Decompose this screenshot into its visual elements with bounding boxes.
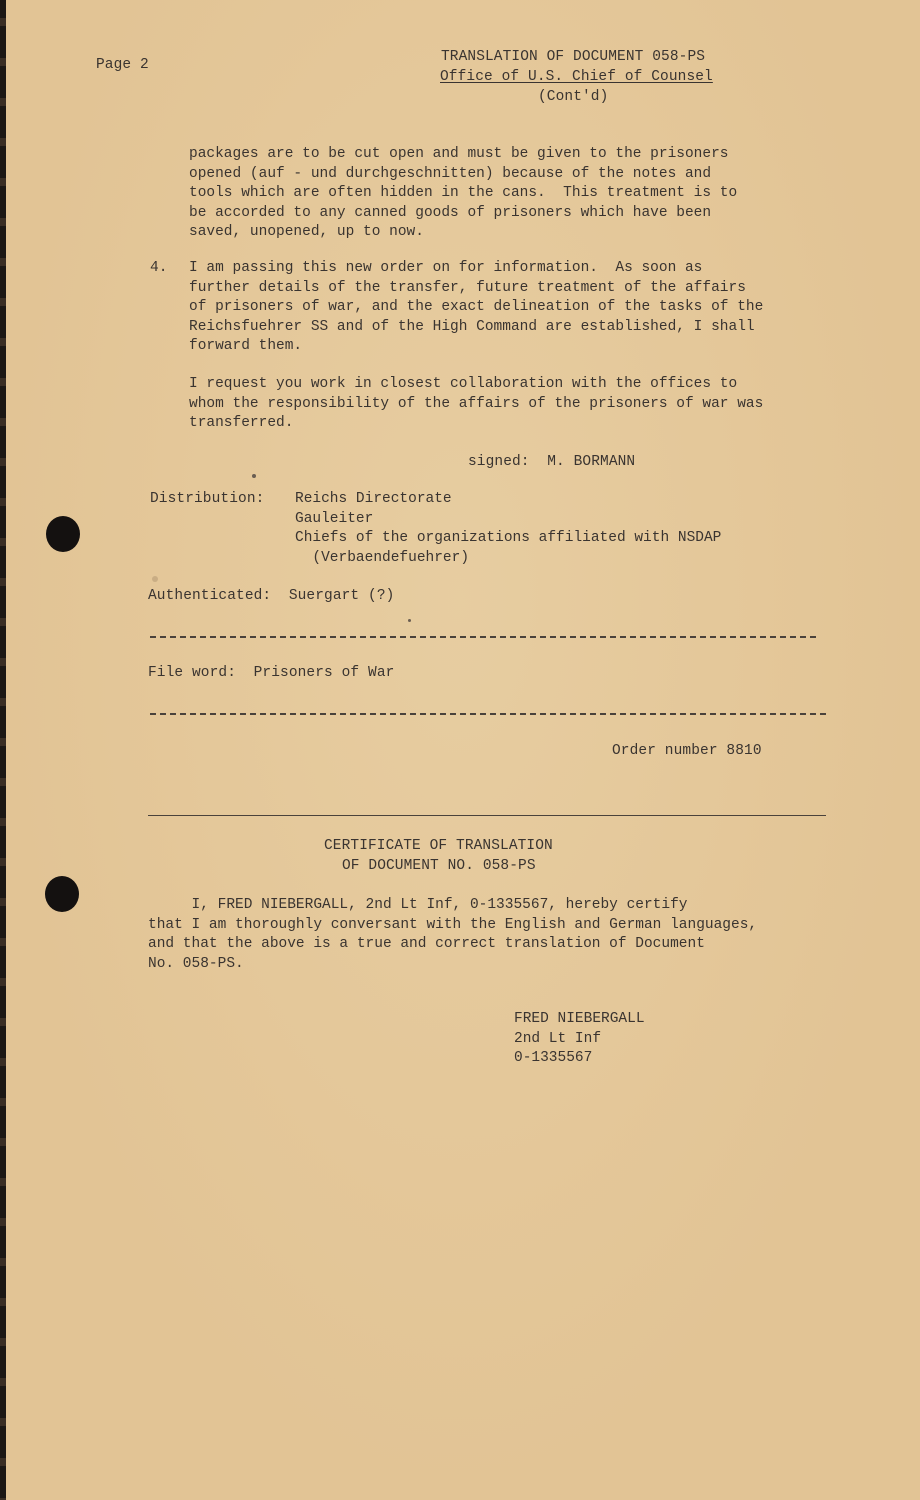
- text-line: whom the responsibility of the affairs of the prisoners of war was: [189, 395, 764, 412]
- signer-name: FRED NIEBERGALL: [514, 1011, 645, 1027]
- text-line: of prisoners of war, and the exact delineation of the tasks of the: [189, 299, 764, 315]
- text-line: further details of the transfer, future treatment of the affairs: [189, 279, 746, 296]
- certificate-body: [148, 896, 757, 974]
- text-line: tools which are often hidden in the cans. This treatment is to: [189, 185, 738, 201]
- document-title: TRANSLATION OF DOCUMENT 058-PS: [441, 49, 706, 65]
- signer-serial: 0-1335567: [514, 1050, 593, 1066]
- certificate-signer: [514, 1010, 645, 1069]
- order-number: Order number 8810: [612, 743, 762, 759]
- certificate-title: CERTIFICATE OF TRANSLATION: [324, 838, 553, 854]
- text-line: and that the above is a true and correct translation of Document: [148, 936, 705, 952]
- page-number: Page 2: [96, 57, 149, 73]
- text-line: No. 058-PS.: [148, 955, 244, 972]
- dashed-separator: [150, 713, 826, 715]
- document-office: Office of U.S. Chief of Counsel: [440, 69, 713, 85]
- text-line: I am passing this new order on for information. As soon as: [189, 260, 703, 276]
- ink-speck: [408, 619, 411, 622]
- text-line: Reichsfuehrer SS and of the High Command are established, I shall: [189, 318, 755, 335]
- text-line: be accorded to any canned goods of prisoners which have been: [189, 204, 712, 221]
- paragraph-number: 4.: [150, 260, 168, 276]
- punch-hole: [46, 516, 80, 552]
- signed-by: signed: M. BORMANN: [468, 454, 636, 470]
- distribution-item: Reichs Directorate: [295, 491, 452, 507]
- paragraph-order: [189, 259, 763, 357]
- text-line: forward them.: [189, 338, 303, 354]
- text-line: transferred.: [189, 415, 294, 431]
- distribution-item: Gauleiter: [295, 510, 374, 527]
- file-word-line: File word: Prisoners of War: [148, 665, 395, 681]
- punch-hole: [45, 876, 79, 912]
- signer-rank: 2nd Lt Inf: [514, 1030, 602, 1047]
- paragraph-request: [189, 375, 763, 434]
- distribution-item: (Verbaendefuehrer): [295, 549, 470, 566]
- distribution-list: [295, 490, 721, 568]
- horizontal-rule: [148, 815, 826, 816]
- certificate-subtitle: OF DOCUMENT NO. 058-PS: [342, 858, 536, 874]
- ink-speck: [252, 474, 256, 478]
- paragraph-packages: [189, 145, 737, 243]
- dashed-separator: [150, 636, 816, 638]
- continued-label: (Cont'd): [538, 89, 609, 105]
- page-edge-shadow: [0, 0, 6, 1500]
- distribution-label: Distribution:: [150, 491, 265, 507]
- text-line: I, FRED NIEBERGALL, 2nd Lt Inf, 0-1335567, hereby certify: [148, 897, 688, 913]
- text-line: I request you work in closest collaboration with the offices to: [189, 376, 738, 392]
- text-line: saved, unopened, up to now.: [189, 224, 424, 240]
- text-line: opened (auf - und durchgeschnitten) because of the notes and: [189, 165, 712, 182]
- authenticated-line: Authenticated: Suergart (?): [148, 588, 395, 604]
- paper-speck: [152, 576, 158, 582]
- text-line: that I am thoroughly conversant with the English and German languages,: [148, 916, 758, 933]
- text-line: packages are to be cut open and must be given to the prisoners: [189, 146, 729, 162]
- distribution-item: Chiefs of the organizations affiliated with NSDAP: [295, 530, 722, 546]
